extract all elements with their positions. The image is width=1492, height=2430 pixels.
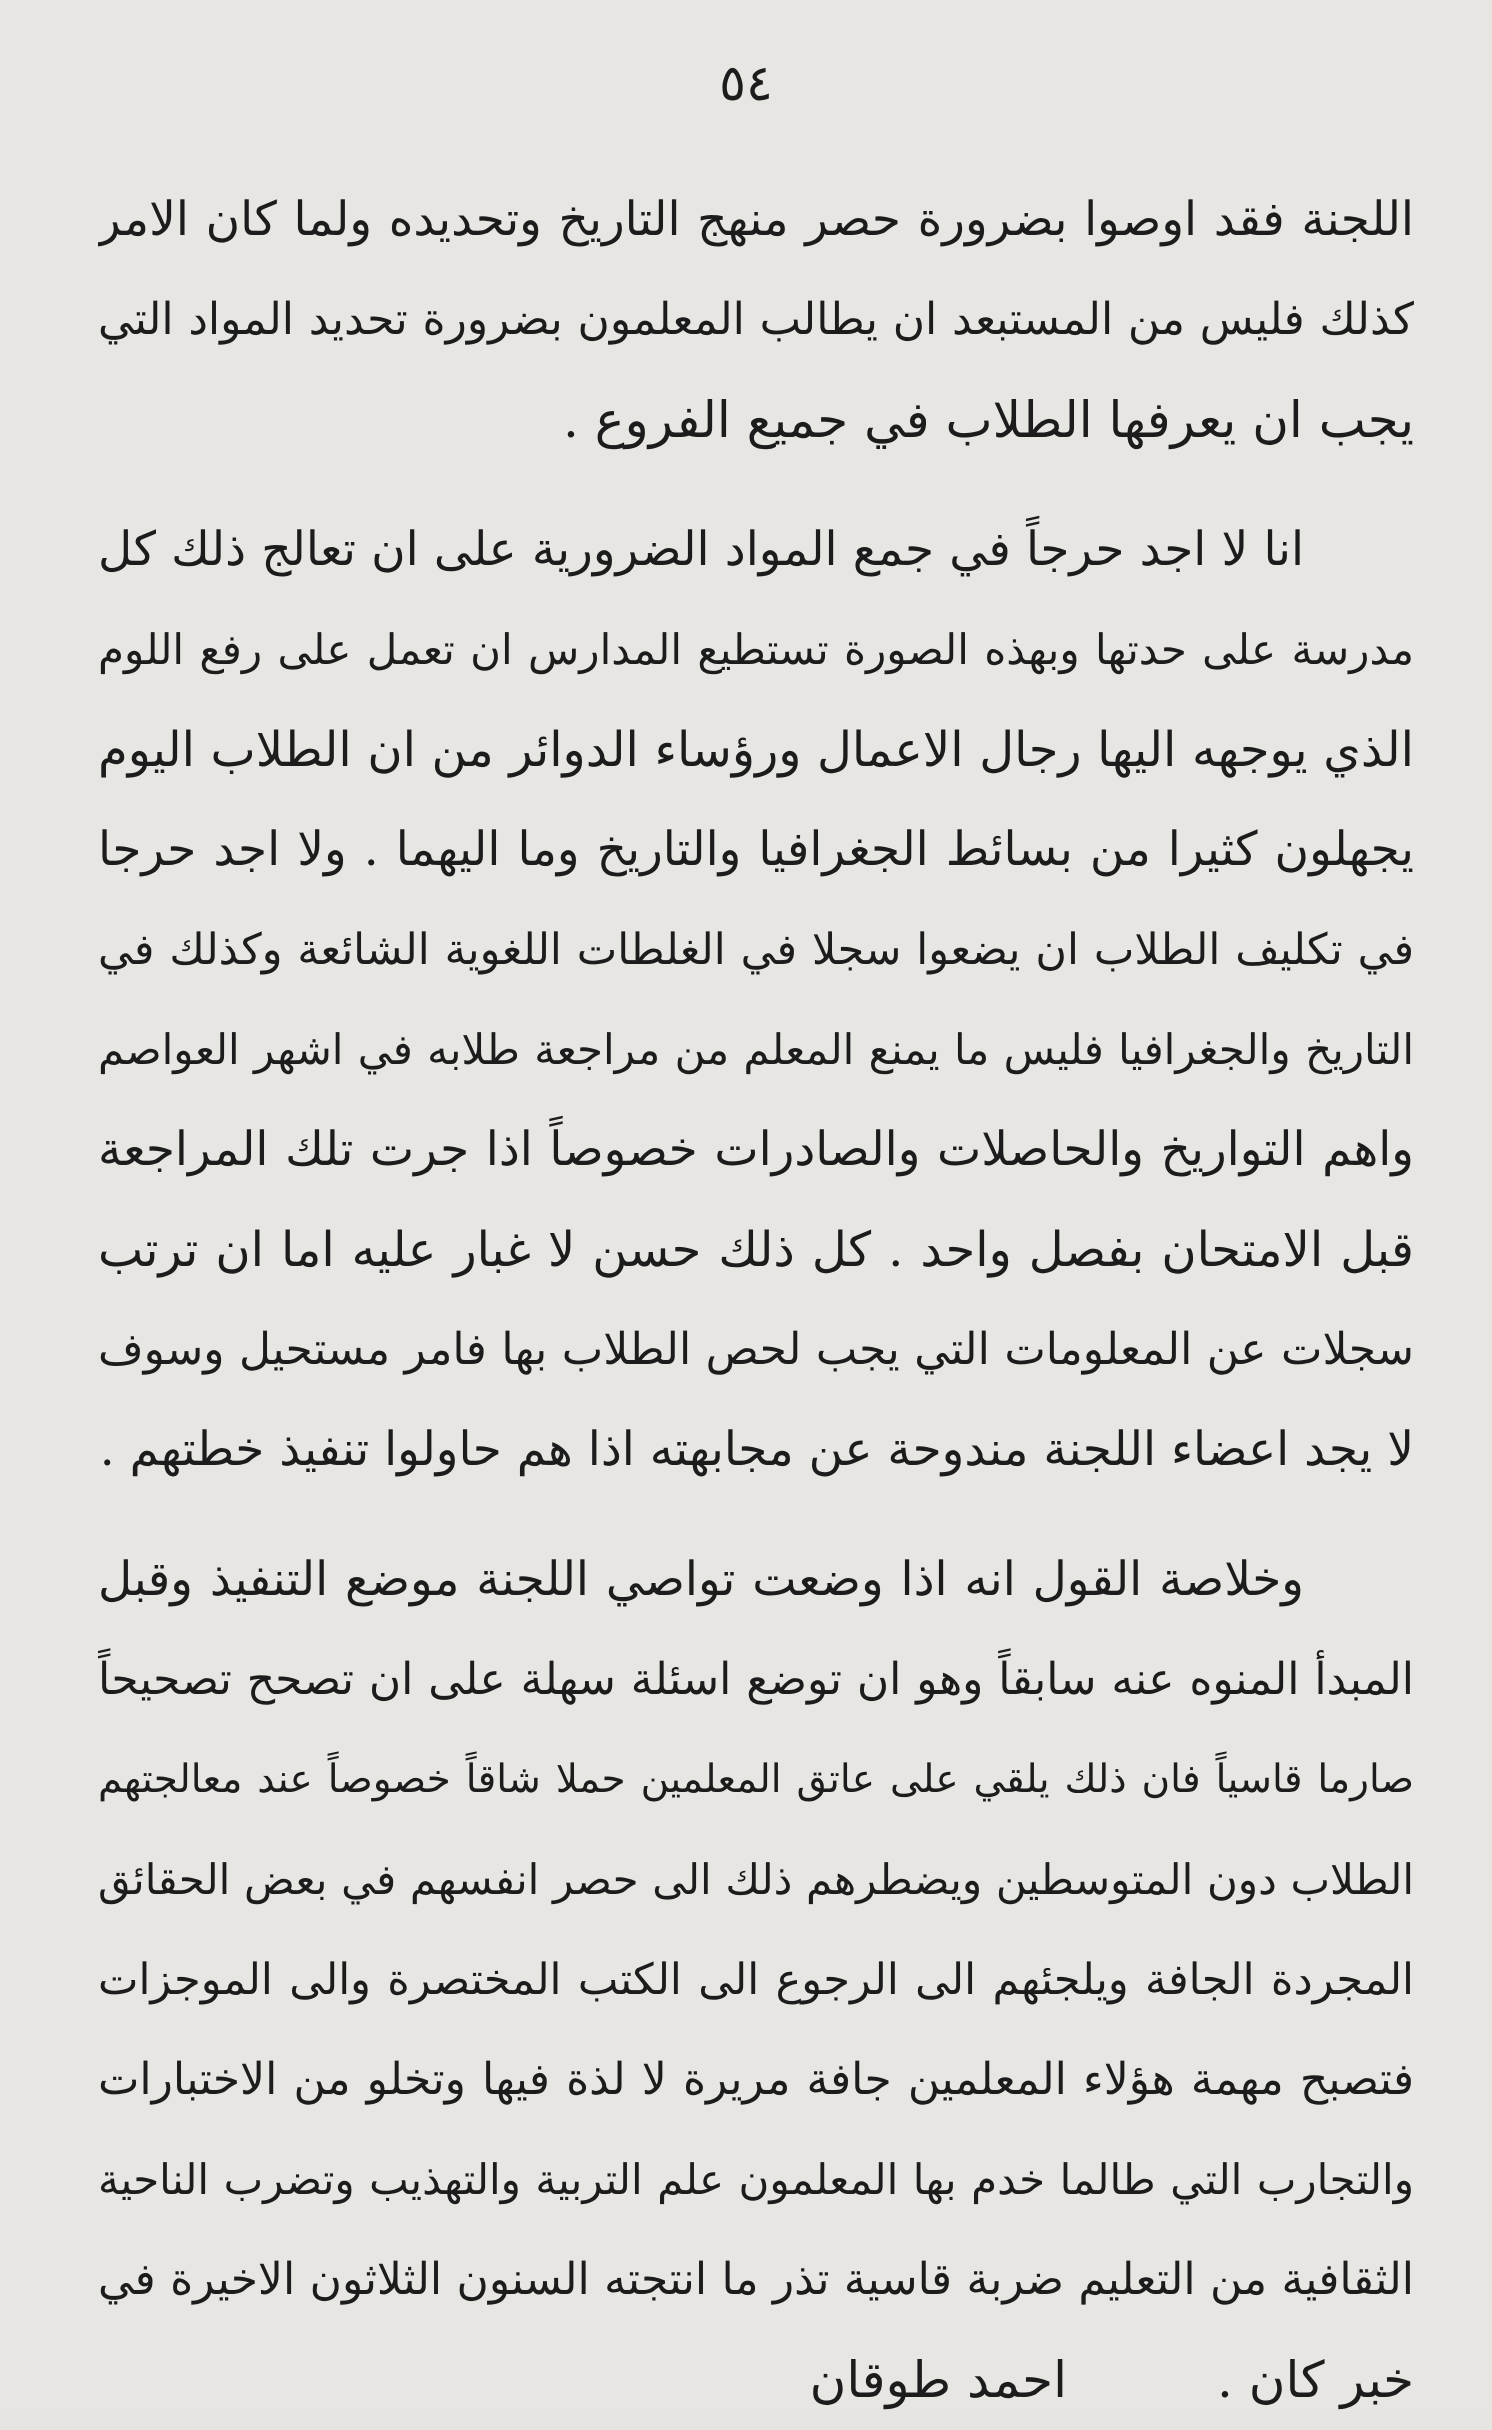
paragraph-spacer [98,470,1414,500]
text-line: المجردة الجافة ويلجئهم الى الرجوع الى الكتب المختصرة والى الموجزات [98,1955,1414,2005]
author-signature: احمد طوقان [809,2351,1067,2409]
text-line: الذي يوجهه اليها رجال الاعمال ورؤساء الدوائر من ان الطلاب اليوم [98,722,1414,778]
text-line: التاريخ والجغرافيا فليس ما يمنع المعلم من مراجعة طلابه في اشهر العواصم [98,1025,1414,1074]
text-line: قبل الامتحان بفصل واحد . كل ذلك حسن لا غبار عليه اما ان ترتب [98,1222,1414,1278]
text-line: لا يجد اعضاء اللجنة مندوحة عن مجابهته اذا هم حاولوا تنفيذ خطتهم . [99,1422,1414,1477]
closing-text: خبر كان . [1216,2351,1414,2409]
text-line: في تكليف الطلاب ان يضعوا سجلا في الغلطات اللغوية الشائعة وكذلك في [98,925,1414,975]
text-line: الثقافية من التعليم ضربة قاسية تذر ما انتجته السنون الثلاثون الاخيرة في [98,2254,1414,2305]
text-line: واهم التواريخ والحاصلات والصادرات خصوصاً اذا جرت تلك المراجعة [98,1122,1414,1177]
closing-line [98,2330,1414,2430]
paragraph-3 [98,1530,1414,2430]
text-line: اللجنة فقد اوصوا بضرورة حصر منهج التاريخ وتحديده ولما كان الامر [98,192,1414,247]
text-line: صارما قاسياً فان ذلك يلقي على عاتق المعلمين حملا شاقاً خصوصاً عند معالجتهم [98,1757,1414,1802]
text-line: وخلاصة القول انه اذا وضعت تواصي اللجنة موضع التنفيذ وقبل [98,1552,1304,1607]
text-line: الطلاب دون المتوسطين ويضطرهم ذلك الى حصر انفسهم في بعض الحقائق [98,1855,1414,1904]
paragraph-spacer [98,1500,1414,1530]
text-line: يجب ان يعرفها الطلاب في جميع الفروع . [563,391,1414,449]
page-number: ٥٤ [719,54,773,112]
text-line: سجلات عن المعلومات التي يجب لحص الطلاب بها فامر مستحيل وسوف [98,1324,1414,1375]
text-line: والتجارب التي طالما خدم بها المعلمون علم التربية والتهذيب وتضرب الناحية [98,2155,1414,2204]
text-line: المبدأ المنوه عنه سابقاً وهو ان توضع اسئلة سهلة على ان تصحح تصحيحاً [98,1654,1414,1705]
body-text [98,170,1414,2430]
text-line: يجهلون كثيرا من بسائط الجغرافيا والتاريخ وما اليهما . ولا اجد حرجا [98,822,1414,877]
paragraph-2 [98,500,1414,1500]
text-line: مدرسة على حدتها وبهذه الصورة تستطيع المدارس ان تعمل على رفع اللوم [98,625,1414,674]
text-line: كذلك فليس من المستبعد ان يطالب المعلمون بضرورة تحديد المواد التي [98,294,1414,345]
text-line: فتصبح مهمة هؤلاء المعلمين جافة مريرة لا لذة فيها وتخلو من الاختبارات [98,2054,1414,2105]
text-line: انا لا اجد حرجاً في جمع المواد الضرورية على ان تعالج ذلك كل [98,522,1304,577]
paragraph-1 [98,170,1414,470]
